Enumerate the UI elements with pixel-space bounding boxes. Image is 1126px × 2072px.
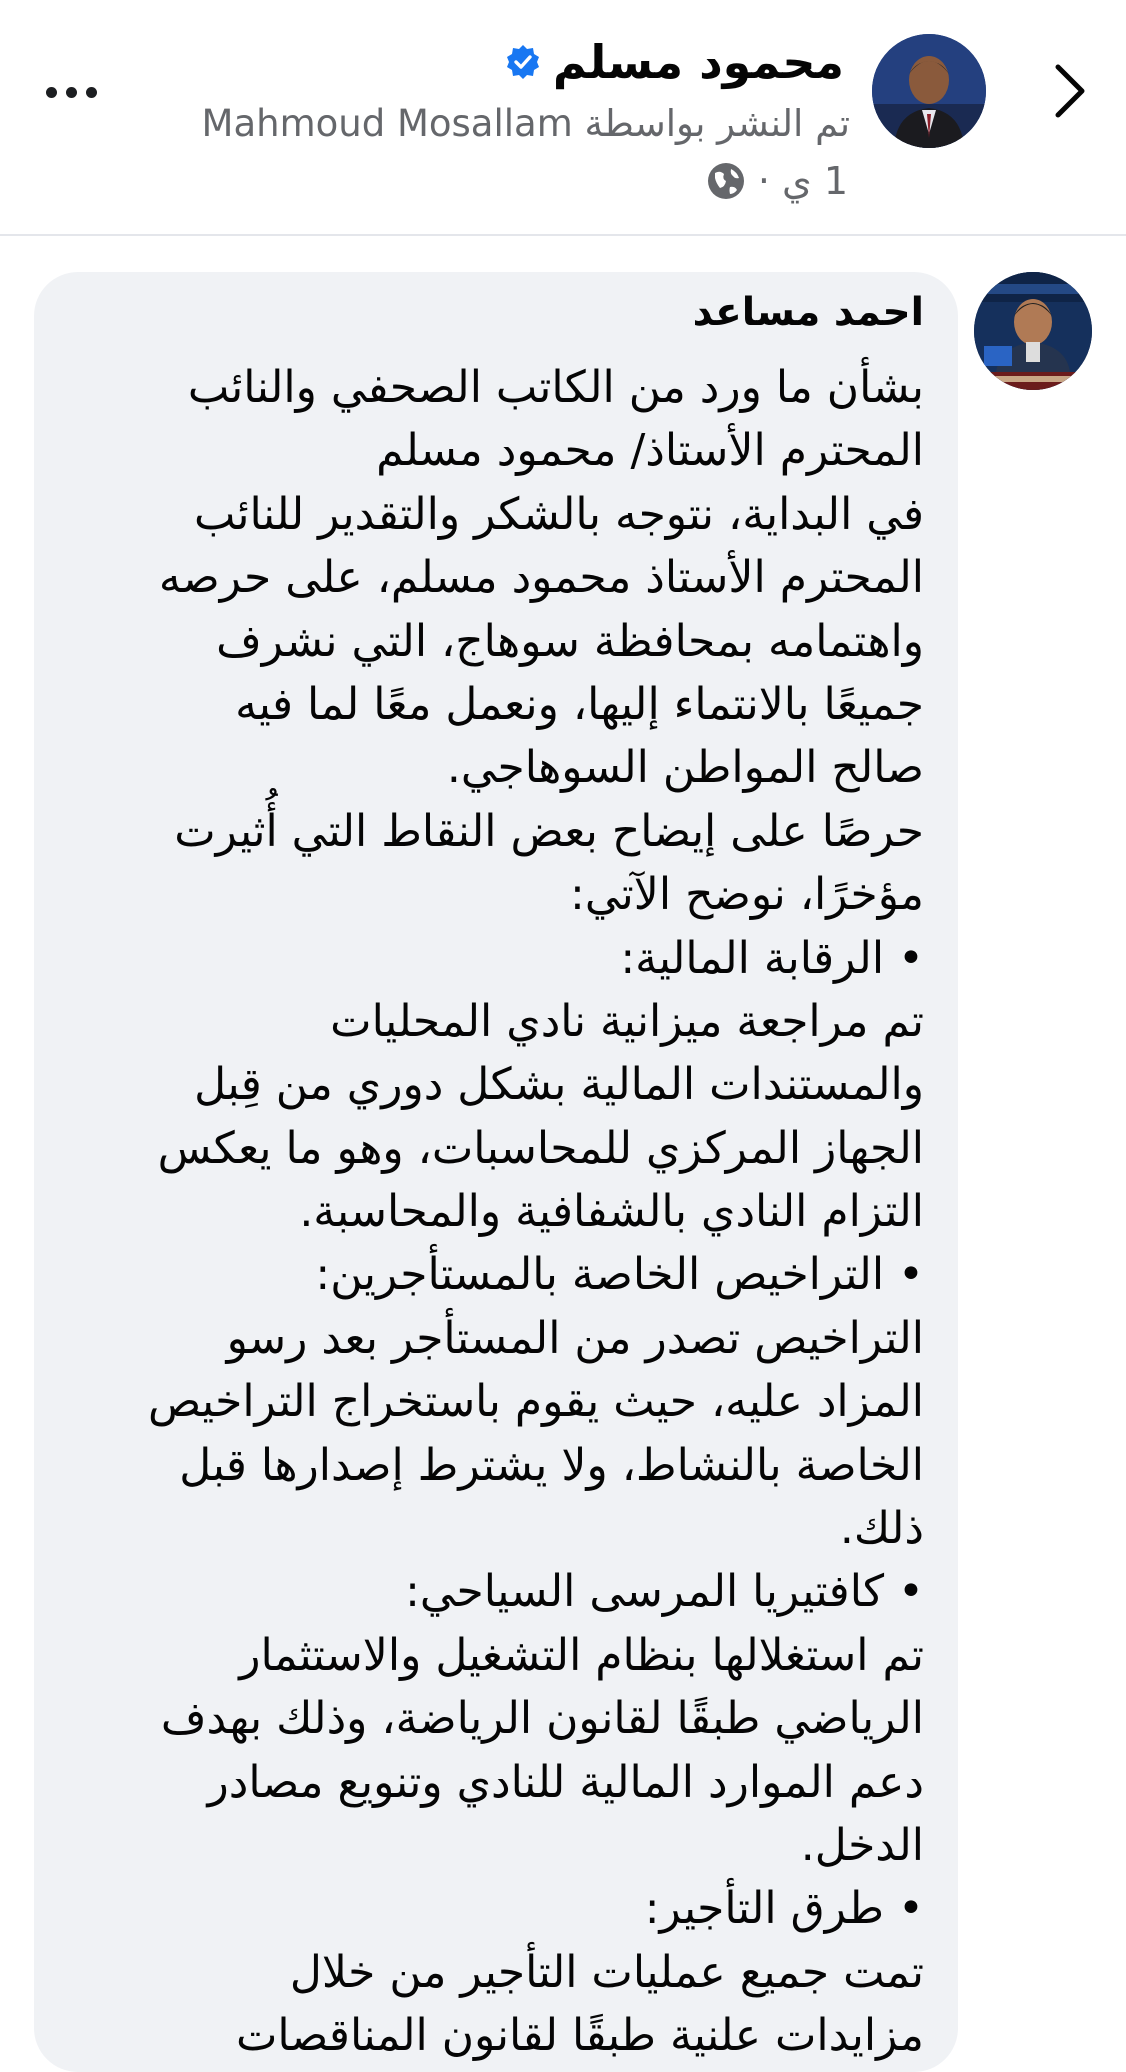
comment-line: ذلك. <box>839 1503 924 1555</box>
comment-line: التزام النادي بالشفافية والمحاسبة. <box>299 1186 924 1238</box>
avatar-portrait <box>872 34 986 148</box>
comment-line: حرصًا على إيضاح بعض النقاط التي أُثيرت <box>174 805 924 857</box>
comment-line: واهتمامه بمحافظة سوهاج، التي نشرف <box>216 615 924 667</box>
more-dot <box>86 87 97 98</box>
more-dot <box>66 87 77 98</box>
comment-line: صالح المواطن السوهاجي. <box>446 742 924 794</box>
comment-line: الجهاز المركزي للمحاسبات، وهو ما يعكس <box>157 1122 924 1174</box>
page-title-row <box>505 30 844 94</box>
post-header <box>0 0 1126 236</box>
comment-line: المزاد عليه، حيث يقوم باستخراج التراخيص <box>147 1376 924 1428</box>
posted-by-label: تم النشر بواسطة Mahmoud Mosallam <box>201 102 850 145</box>
comment-line: في البداية، نتوجه بالشكر والتقدير للنائب <box>194 488 924 540</box>
verified-badge-icon <box>505 44 541 80</box>
comment-line: تم استغلالها بنظام التشغيل والاستثمار <box>239 1629 924 1681</box>
globe-icon <box>706 161 746 201</box>
comment-line: المحترم الأستاذ محمود مسلم، على حرصه <box>158 552 924 604</box>
more-dot <box>46 87 57 98</box>
more-options-button[interactable] <box>36 72 106 112</box>
comment-line: المحترم الأستاذ/ محمود مسلم <box>376 425 924 477</box>
comment-line: مؤخرًا، نوضح الآتي: <box>570 869 924 921</box>
page-name[interactable]: محمود مسلم <box>552 35 844 89</box>
back-button[interactable] <box>1042 58 1098 124</box>
comment-line: تمت جميع عمليات التأجير من خلال <box>289 1946 924 1998</box>
comment-line: تم مراجعة ميزانية نادي المحليات <box>330 995 924 1047</box>
comment-line: مزايدات علنية طبقًا لقانون المناقصات <box>235 2010 924 2062</box>
comment-line: • طرق التأجير: <box>644 1883 924 1935</box>
comment-line: • التراخيص الخاصة بالمستأجرين: <box>315 1249 924 1301</box>
comment-line: بشأن ما ورد من الكاتب الصحفي والنائب <box>187 362 924 413</box>
comment-line: والمستندات المالية بشكل دوري من قِبل <box>194 1059 924 1111</box>
page-avatar[interactable] <box>872 34 986 148</box>
post-meta <box>706 156 848 206</box>
post-time[interactable]: 1 ي <box>781 159 848 203</box>
comment-line: • الرقابة المالية: <box>620 932 924 984</box>
comment-text <box>54 356 924 2068</box>
comment-author[interactable]: احمد مساعد <box>692 290 924 335</box>
comment-line: الدخل. <box>800 1819 924 1871</box>
comment-line: الخاصة بالنشاط، ولا يشترط إصدارها قبل <box>179 1439 924 1491</box>
avatar-portrait <box>974 272 1092 390</box>
comment-line: • كافتيريا المرسى السياحي: <box>405 1566 924 1618</box>
meta-separator: · <box>757 159 770 203</box>
comment-line: التراخيص تصدر من المستأجر بعد رسو <box>226 1312 924 1364</box>
commenter-avatar[interactable] <box>974 272 1092 390</box>
comment-line: جميعًا بالانتماء إليها، ونعمل معًا لما فيه <box>235 678 924 730</box>
comment-line: دعم الموارد المالية للنادي وتنويع مصادر <box>207 1756 924 1808</box>
comment-line: الرياضي طبقًا لقانون الرياضة، وذلك بهدف <box>160 1693 924 1745</box>
chevron-right-icon <box>1050 61 1090 121</box>
